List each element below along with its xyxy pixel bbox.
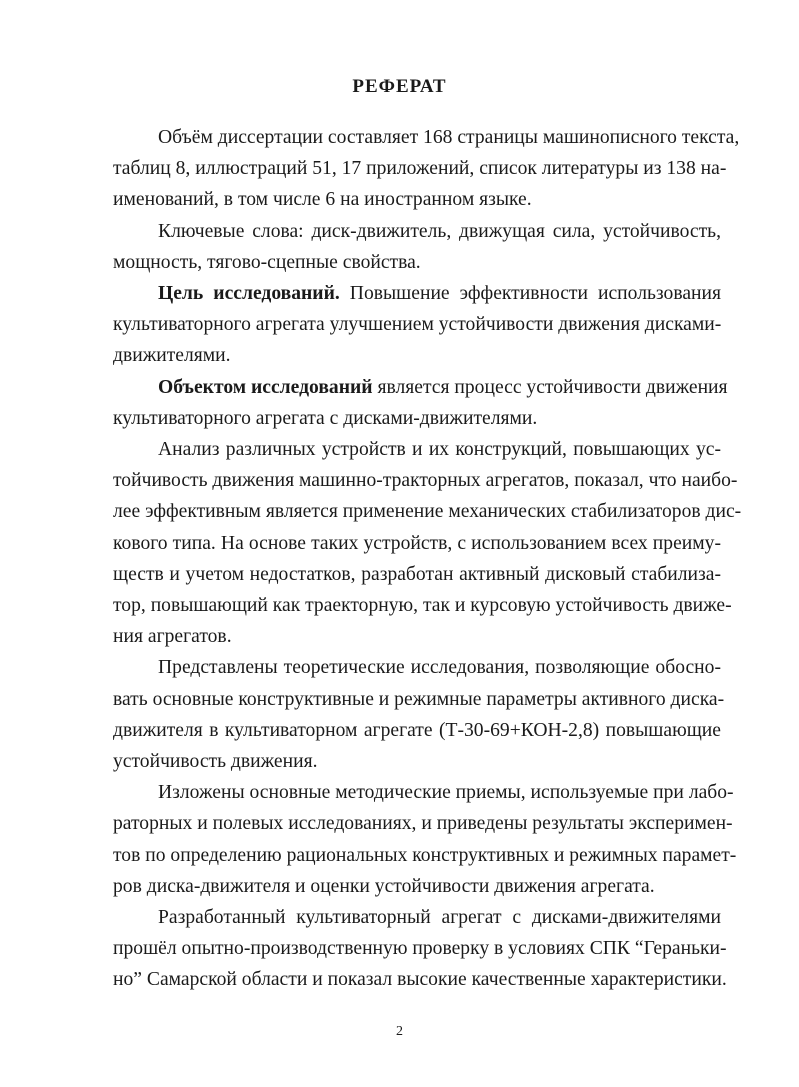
text-line [113, 278, 721, 309]
text-line: тойчивость движения машинно-тракторных агрегатов, показал, что наибо- [113, 470, 738, 492]
text-line: но” Самарской области и показал высокие качественные характеристики. [113, 969, 727, 991]
text-line: лее эффективным является применение механических стабилизаторов дис- [113, 501, 742, 523]
text-line: культиваторного агрегата с дисками-движителями. [113, 407, 538, 429]
paragraph-volume [113, 122, 740, 216]
paragraph-theory [113, 652, 725, 777]
text-line: Объём диссертации составляет 168 страницы машинописного текста, [158, 127, 740, 148]
text-line: культиваторного агрегата улучшением устойчивости движения дисками- [113, 314, 722, 336]
text-line [113, 372, 728, 403]
paragraph-methods [113, 777, 737, 902]
text-line: кового типа. На основе таких устройств, с использованием всех преиму- [113, 532, 721, 554]
goal-text: Повышение эффективности использования [339, 283, 722, 305]
text-line: мощность, тягово-сцепные свойства. [113, 251, 421, 273]
page-number: 2 [396, 1024, 403, 1039]
text-line: Ключевые слова: диск-движитель, движущая сила, устойчивость, [158, 220, 721, 242]
goal-label: Цель исследований. [158, 283, 340, 305]
object-label: Объектом исследований [158, 376, 373, 398]
text-line: устойчивость движения. [113, 751, 318, 773]
text-line: Анализ различных устройств и их конструкций, повышающих ус- [158, 439, 721, 461]
page-title: РЕФЕРАТ [352, 76, 447, 97]
text-line: прошёл опытно-производственную проверку в условиях СПК “Гераньки- [113, 938, 727, 960]
text-line: ния агрегатов. [113, 626, 232, 648]
text-line: Разработанный культиваторный агрегат с дисками-движителями [158, 907, 721, 929]
object-text: является процесс устойчивости движения [372, 376, 728, 398]
text-line: именований, в том числе 6 на иностранном языке. [113, 189, 532, 211]
text-line: движителями. [113, 345, 231, 367]
text-line: таблиц 8, иллюстраций 51, 17 приложений, список литературы из 138 на- [113, 158, 727, 180]
abstract-body [113, 122, 742, 996]
text-line: вать основные конструктивные и режимные параметры активного диска- [113, 688, 725, 710]
text-line: ров диска-движителя и оценки устойчивости движения агрегата. [113, 875, 655, 897]
paragraph-analysis [113, 434, 742, 652]
text-line: тор, повышающий как траекторную, так и курсовую устойчивость движе- [113, 595, 732, 617]
text-line: ществ и учетом недостатков, разработан активный дисковый стабилиза- [113, 563, 721, 585]
paragraph-results [113, 902, 727, 996]
paragraph-goal [113, 278, 721, 372]
text-line: Изложены основные методические приемы, используемые при лабо- [158, 782, 734, 804]
text-line: Представлены теоретические исследования, позволяющие обосно- [158, 657, 721, 679]
text-line: раторных и полевых исследованиях, и приведены результаты эксперимен- [113, 813, 733, 835]
text-line: движителя в культиваторном агрегате (Т-30-69+КОН-2,8) повышающие [113, 719, 721, 741]
text-line: тов по определению рациональных конструктивных и режимных парамет- [113, 844, 737, 866]
paragraph-object [113, 372, 728, 434]
paragraph-keywords [113, 216, 721, 278]
